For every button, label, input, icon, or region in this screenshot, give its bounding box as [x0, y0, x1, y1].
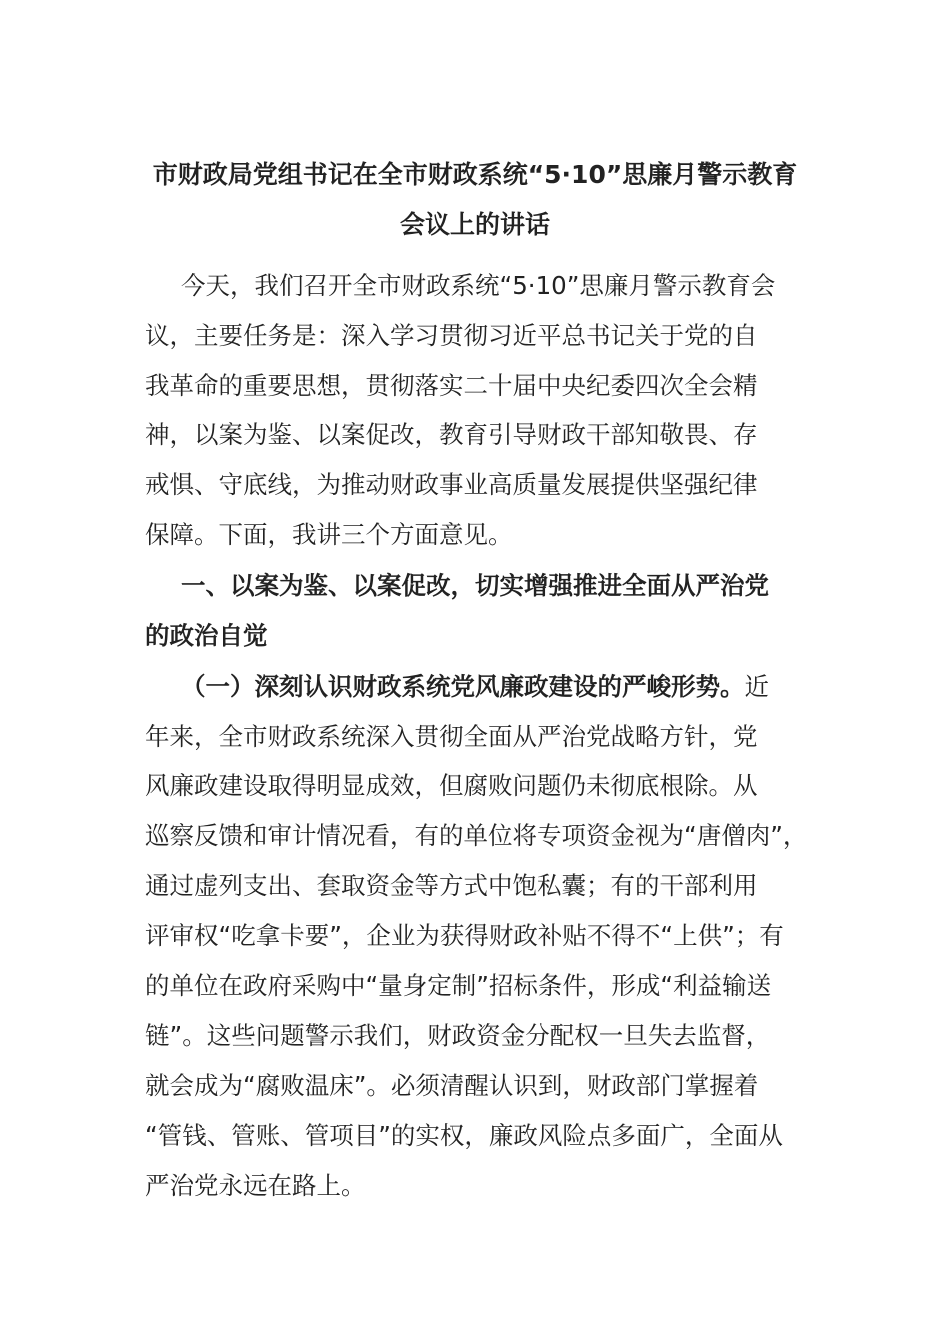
subsection-first-line — [181, 662, 769, 712]
section-heading-line-2: 的政治自觉 — [145, 621, 268, 650]
section-heading-line-1: 一、以案为鉴、以案促改，切实增强推进全面从严治党 — [181, 571, 769, 600]
sub-body-line-7: 链”。这些问题警示我们，财政资金分配权一旦失去监督， — [145, 1021, 771, 1050]
intro-line-4: 神，以案为鉴、以案促改，教育引导财政干部知敬畏、存 — [145, 420, 758, 449]
title-line-2: 会议上的讲话 — [399, 210, 550, 239]
sub-body-line-4: 通过虚列支出、套取资金等方式中饱私囊；有的干部利用 — [145, 871, 758, 900]
sub-body-line-5: 评审权“吃拿卡要”，企业为获得财政补贴不得不“上供”；有 — [145, 921, 784, 950]
sub-body-line-2: 风廉政建设取得明显成效，但腐败问题仍未彻底根除。从 — [145, 771, 758, 800]
intro-line-2: 议，主要任务是：深入学习贯彻习近平总书记关于党的自 — [145, 321, 758, 350]
intro-line-3: 我革命的重要思想，贯彻落实二十届中央纪委四次全会精 — [145, 371, 758, 400]
intro-line-1: 今天，我们召开全市财政系统“5·10”思廉月警示教育会 — [181, 271, 776, 300]
subsection-heading: （一）深刻认识财政系统党风廉政建设的严峻形势。 — [181, 672, 745, 701]
sub-body-line-1: 年来，全市财政系统深入贯彻全面从严治党战略方针，党 — [145, 722, 758, 751]
intro-line-6: 保障。下面，我讲三个方面意见。 — [145, 520, 513, 549]
sub-body-line-10: 严治党永远在路上。 — [145, 1171, 366, 1200]
sub-body-line-8: 就会成为“腐败温床”。必须清醒认识到，财政部门掌握着 — [145, 1071, 759, 1100]
title-line-1: 市财政局党组书记在全市财政系统“5·10”思廉月警示教育 — [152, 160, 798, 189]
subsection-first-tail: 近 — [744, 672, 769, 701]
document-title — [100, 150, 850, 250]
sub-body-line-6: 的单位在政府采购中“量身定制”招标条件，形成“利益输送 — [145, 971, 772, 1000]
sub-body-line-3: 巡察反馈和审计情况看，有的单位将专项资金视为“唐僧肉”， — [145, 821, 808, 850]
sub-body-line-9: “管钱、管账、管项目”的实权，廉政风险点多面广，全面从 — [145, 1121, 783, 1150]
intro-line-5: 戒惧、守底线，为推动财政事业高质量发展提供坚强纪律 — [145, 470, 758, 499]
